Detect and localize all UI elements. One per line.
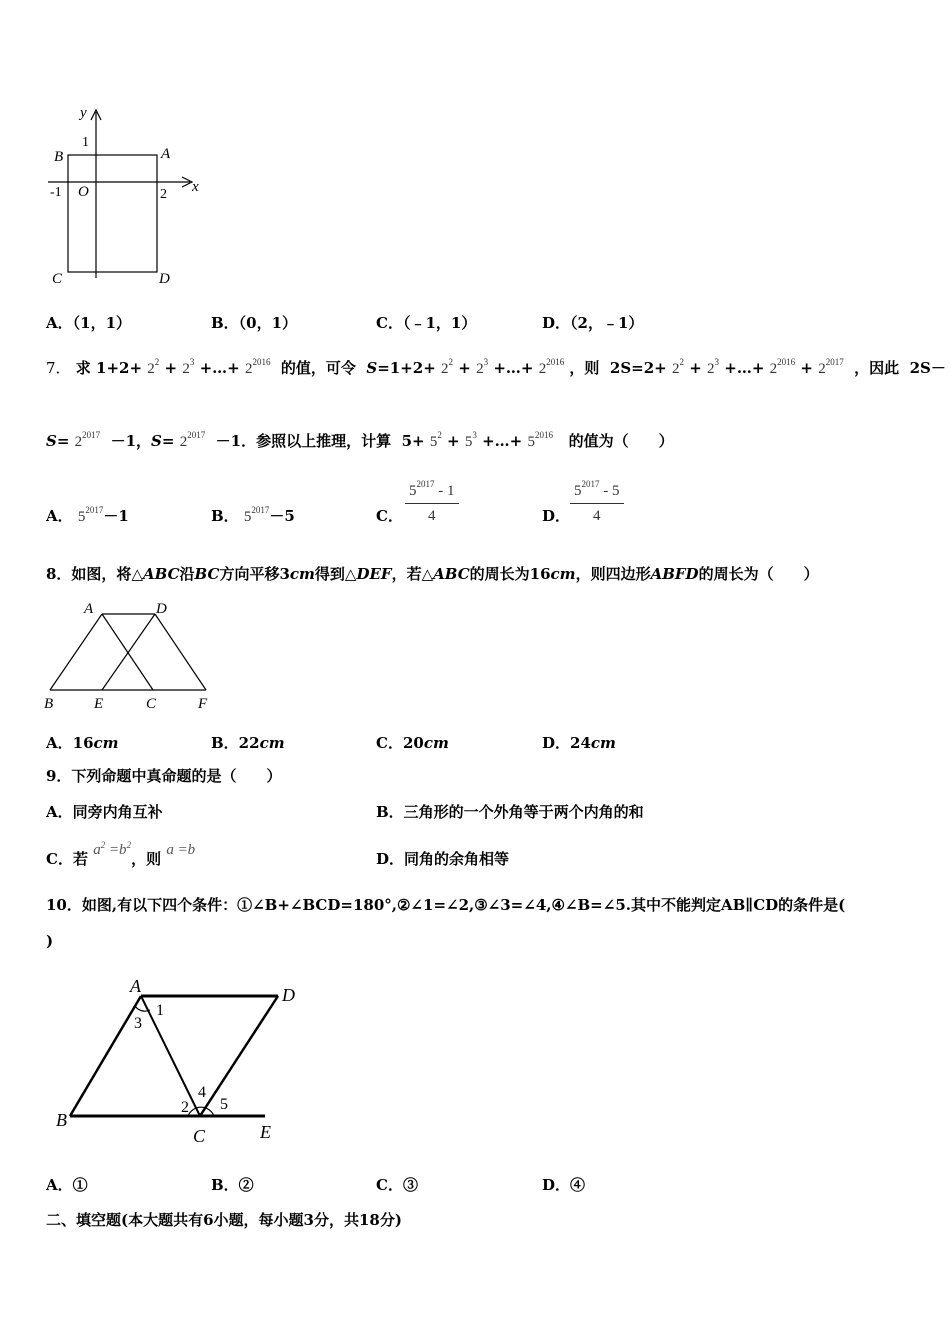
- q8-line-df: [155, 614, 206, 690]
- q10-option-b[interactable]: B．②: [211, 1176, 254, 1194]
- q8-figure: [40, 598, 220, 714]
- q7-l2-eq: =: [56, 432, 70, 450]
- q10-stem-line1: 10．如图,有以下四个条件：①∠B+∠BCD=180°,②∠1=∠2,③∠3=∠4,④∠B=∠5.其中不能判定AB∥CD的条件是(: [46, 896, 846, 914]
- q8-line-ab: [50, 614, 102, 690]
- q8-label-B: B: [44, 696, 54, 712]
- q7-l2-S: S: [46, 432, 57, 450]
- q7-text-hence: ，因此: [854, 359, 900, 377]
- q7-l2-5plus: 5+: [401, 432, 425, 450]
- q10-label-C: C: [193, 1126, 206, 1146]
- q6-label-y: y: [80, 105, 87, 121]
- q10-label-D: D: [282, 985, 295, 1005]
- q8-stem: 8．如图，将△ABC沿BC方向平移3cm得到△DEF，若△ABC的周长为16cm，则四边形ABFD的周长为（ ）: [46, 565, 819, 583]
- q10-label-E: E: [260, 1122, 271, 1142]
- q7-stem-line2: [46, 430, 674, 451]
- q7-text-qiu: 求: [75, 359, 91, 377]
- q7-l2-term-5-2: $5^2$: [429, 430, 442, 450]
- q9-option-c-formula1: $a^2 =b^2$: [93, 840, 132, 858]
- q7-option-c-fraction[interactable]: $\frac{5^{2017} - 1}{4}$: [405, 479, 459, 525]
- q7-term-2-2016c: $2^{2016}$: [769, 357, 796, 377]
- q9-option-a[interactable]: A．同旁内角互补: [46, 803, 163, 821]
- q7-l2-dots: +…+: [482, 432, 523, 450]
- q10-label-4: 4: [198, 1084, 206, 1101]
- q7-plus-4: +: [800, 359, 813, 377]
- q7-option-d-label[interactable]: D．: [542, 507, 571, 525]
- q6-label-1: 1: [82, 135, 89, 150]
- q7-plus-2: +: [458, 359, 471, 377]
- q6-figure: [40, 100, 220, 295]
- q6-label-B: B: [54, 149, 64, 165]
- q7-option-c-label[interactable]: C．: [376, 507, 403, 525]
- q7-eq2: =2+: [631, 359, 667, 377]
- q7-l2-term-5-3: $5^3$: [464, 430, 477, 450]
- q9-option-c-formula2: a =b: [166, 842, 196, 858]
- q6-option-d[interactable]: D．（2，﹣1）: [542, 314, 644, 332]
- q7-option-d-fraction[interactable]: $\frac{5^{2017} - 5}{4}$: [570, 479, 624, 525]
- q8-option-c[interactable]: C．20cm: [376, 734, 449, 752]
- q10-line-ac: [141, 996, 200, 1116]
- q7-term-2-2016: $2^{2016}$: [244, 357, 271, 377]
- q7-l2-S2: S: [151, 432, 162, 450]
- q10-option-a[interactable]: A．①: [46, 1176, 88, 1194]
- q7-term-2-2: $2^2$: [147, 357, 160, 377]
- q7-l2-text: －1．参照以上推理，计算: [215, 432, 392, 450]
- q7-option-b[interactable]: B． $5^{2017}-5$: [211, 505, 295, 525]
- q8-label-C: C: [146, 696, 157, 712]
- q7-option-a-power: $5^{2017}$: [77, 505, 104, 525]
- q7-text-then: ，则: [569, 359, 600, 377]
- q7-2S: 2S: [609, 359, 632, 377]
- q7-text-12: 1+2+: [96, 359, 143, 377]
- q7-l2-end: 的值为（ ）: [568, 432, 674, 450]
- q7-plus-1: +: [164, 359, 178, 377]
- q9-option-c[interactable]: C．若 $a^2 =b^2$，则 a =b: [46, 840, 196, 868]
- q8-label-A: A: [84, 601, 94, 617]
- q7-dots-2: +…+: [493, 359, 534, 377]
- q7-S: S: [366, 359, 378, 377]
- q9-stem: 9．下列命题中真命题的是（ ）: [46, 767, 282, 785]
- q7-stem-line1: [46, 357, 946, 378]
- q7-text-value: 的值，可令: [280, 359, 356, 377]
- q6-option-b[interactable]: B．（0，1）: [211, 314, 298, 332]
- q7-term-2-2016b: $2^{2016}$: [538, 357, 565, 377]
- q7-term-2-2b: $2^2$: [441, 357, 454, 377]
- q7-dots-1: +…+: [199, 359, 240, 377]
- q10-option-d[interactable]: D．④: [542, 1176, 586, 1194]
- q8-label-F: F: [198, 696, 208, 712]
- q8-option-b[interactable]: B．22cm: [211, 734, 285, 752]
- q10-line-cd: [200, 996, 278, 1116]
- q7-term-2-2c: $2^2$: [671, 357, 684, 377]
- q10-label-2: 2: [181, 1099, 189, 1116]
- q10-figure: [50, 970, 310, 1150]
- q7-dots-3: +…+: [724, 359, 765, 377]
- q7-plus-3: +: [689, 359, 702, 377]
- section-2-heading: 二、填空题(本大题共有6小题，每小题3分，共18分): [46, 1211, 402, 1229]
- q10-label-3: 3: [134, 1015, 142, 1032]
- q7-term-2-3b: $2^3$: [476, 357, 489, 377]
- q10-label-1: 1: [156, 1002, 164, 1019]
- q6-label-2: 2: [160, 187, 167, 202]
- q6-option-c[interactable]: C．（﹣1，1）: [376, 314, 477, 332]
- q6-label-x: x: [192, 179, 199, 195]
- q10-label-5: 5: [220, 1096, 228, 1113]
- q10-label-A: A: [130, 976, 141, 996]
- q7-option-b-power: $5^{2017}$: [243, 505, 270, 525]
- q7-l2-term-5-2016: $5^{2016}$: [527, 430, 553, 450]
- q7-eq: =1+2+: [377, 359, 436, 377]
- q8-label-D: D: [156, 601, 167, 617]
- q6-label-O: O: [78, 184, 89, 200]
- q6-label-D: D: [159, 271, 170, 287]
- q10-option-c[interactable]: C．③: [376, 1176, 418, 1194]
- q7-l2-eq2: =: [161, 432, 175, 450]
- q9-option-d[interactable]: D．同角的余角相等: [376, 850, 510, 868]
- q8-option-d[interactable]: D．24cm: [542, 734, 616, 752]
- q7-l2-minus1: －1，: [110, 432, 152, 450]
- q9-option-b[interactable]: B．三角形的一个外角等于两个内角的和: [376, 803, 644, 821]
- q6-label-neg1: -1: [50, 185, 62, 200]
- q7-term-2-3c: $2^3$: [707, 357, 720, 377]
- q10-stem-line2: ): [46, 932, 54, 950]
- q7-l2-term-2-2017: $2^{2017}$: [74, 430, 101, 450]
- q6-label-C: C: [52, 271, 63, 287]
- q8-option-a[interactable]: A．16cm: [46, 734, 119, 752]
- q7-option-a[interactable]: A． $5^{2017}-1$: [46, 505, 129, 525]
- q7-number: 7．: [46, 359, 71, 377]
- q7-2S-minus: 2S－: [909, 359, 946, 377]
- q10-label-B: B: [56, 1110, 67, 1130]
- q6-option-a[interactable]: A．（1，1）: [46, 314, 132, 332]
- q7-l2-plus: +: [447, 432, 460, 450]
- q7-term-2-3: $2^3$: [182, 357, 195, 377]
- q7-l2-term-2-2017b: $2^{2017}$: [179, 430, 206, 450]
- q8-label-E: E: [94, 696, 104, 712]
- q7-term-2-2017c: $2^{2017}$: [818, 357, 844, 377]
- q10-line-ab: [70, 996, 141, 1116]
- q6-label-A: A: [161, 146, 171, 162]
- q6-rectangle: [68, 155, 157, 272]
